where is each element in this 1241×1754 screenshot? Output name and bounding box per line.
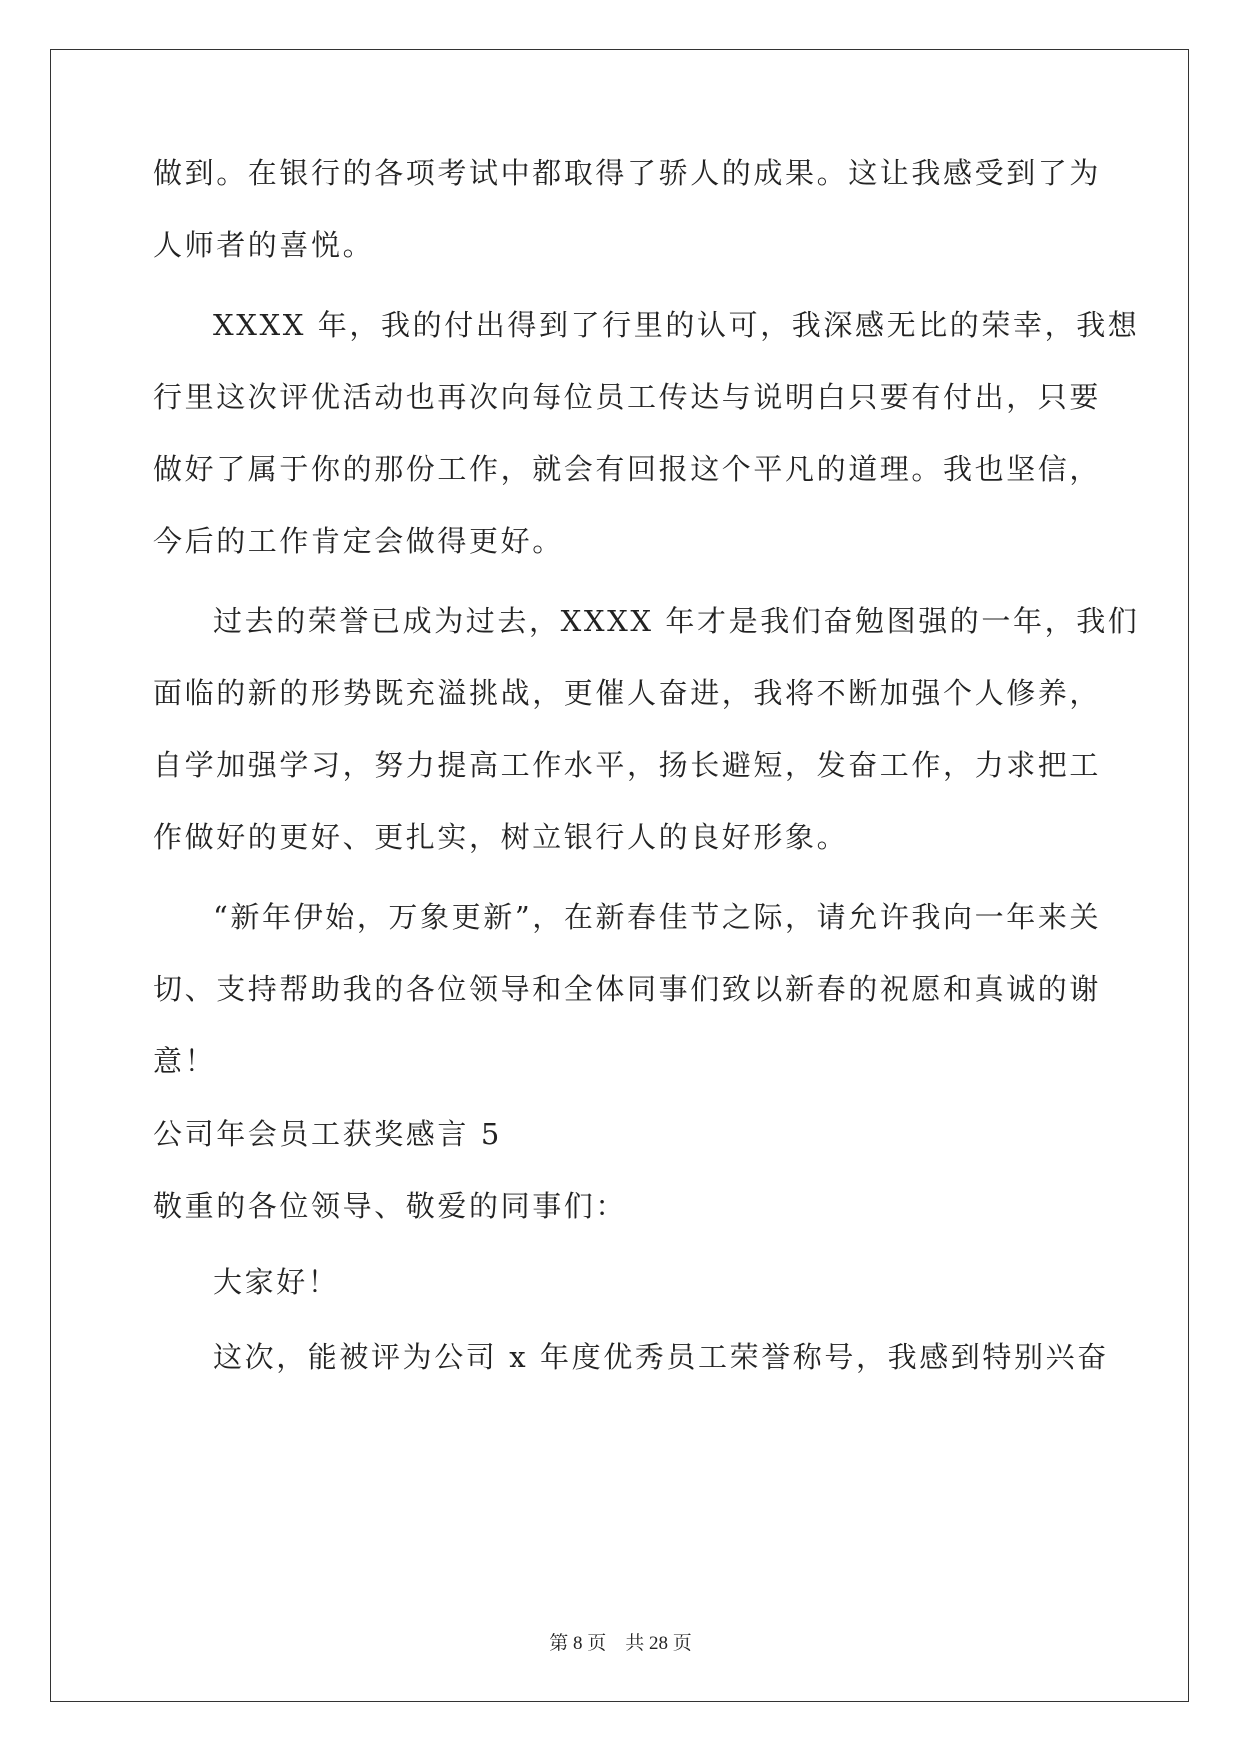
text-line: 行里这次评优活动也再次向每位员工传达与说明白只要有付出，只要 <box>153 380 1102 414</box>
text-line: 今后的工作肯定会做得更好。 <box>153 524 564 558</box>
text-line: 面临的新的形势既充溢挑战，更催人奋进，我将不断加强个人修养， <box>153 676 1102 710</box>
page-footer <box>0 1632 1241 1656</box>
page-border <box>50 49 1189 1702</box>
text-line: XXXX 年，我的付出得到了行里的认可，我深感无比的荣幸，我想 <box>213 308 1140 342</box>
text-line: 自学加强学习，努力提高工作水平，扬长避短，发奋工作，力求把工 <box>153 748 1102 782</box>
text-line: 切、支持帮助我的各位领导和全体同事们致以新春的祝愿和真诚的谢 <box>153 972 1102 1006</box>
text-line: 做到。在银行的各项考试中都取得了骄人的成果。这让我感受到了为 <box>153 156 1102 190</box>
greeting: 大家好！ <box>213 1265 340 1299</box>
text-line: 做好了属于你的那份工作，就会有回报这个平凡的道理。我也坚信， <box>153 452 1102 486</box>
text-line: 过去的荣誉已成为过去，XXXX 年才是我们奋勉图强的一年，我们 <box>213 604 1140 638</box>
section-heading: 公司年会员工获奖感言 5 <box>153 1117 502 1151</box>
salutation: 敬重的各位领导、敬爱的同事们： <box>153 1189 628 1223</box>
page-total: 共 28 页 <box>625 1633 692 1654</box>
text-line: 意！ <box>153 1044 217 1078</box>
text-line: 这次，能被评为公司 x 年度优秀员工荣誉称号，我感到特别兴奋 <box>213 1340 1109 1374</box>
text-line: 人师者的喜悦。 <box>153 228 375 262</box>
text-line: 作做好的更好、更扎实，树立银行人的良好形象。 <box>153 820 849 854</box>
page-number: 第 8 页 <box>549 1633 607 1654</box>
text-line: “新年伊始，万象更新”，在新春佳节之际，请允许我向一年来关 <box>213 900 1102 934</box>
